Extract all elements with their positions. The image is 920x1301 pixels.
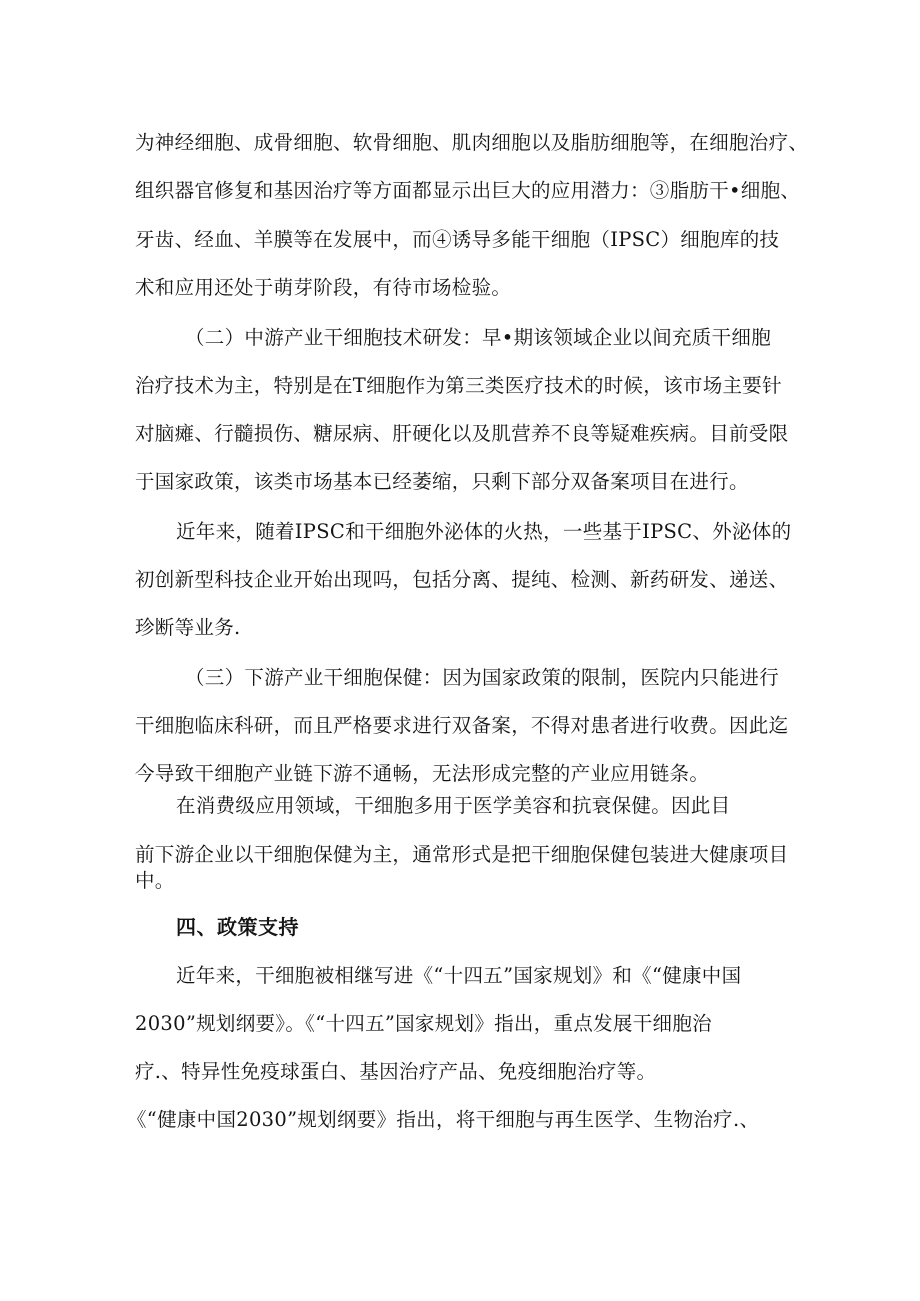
text-line: 在消费级应用领域，干细胞多用于医学美容和抗衰保健。因此目 [176,794,731,817]
text-line: 于国家政策，该类市场基本已经萎缩，只剩下部分双备案项目在进行。 [135,470,749,493]
text-line: 治疗技术为主，特别是在T细胞作为第三类医疗技术的时候，该市场主要针 [135,374,782,397]
text-line: （二）中游产业干细胞技术研发：早•期该领域企业以间充质干细胞 [185,326,772,349]
text-line: 珍断等业务. [135,616,241,639]
section-heading: 四、政策支持 [176,915,299,939]
text-line: 疗.、特异性免疫球蛋白、基因治疗产品、免疫细胞治疗等。 [135,1060,657,1083]
text-line: 为神经细胞、成骨细胞、软骨细胞、肌肉细胞以及脂肪细胞等，在细胞治疗、 [135,131,809,154]
text-line: 《“健康中国2030”规划纲要》指出，将干细胞与再生医学、生物治疗.、 [127,1108,760,1131]
text-line: 干细胞临床科研，而且严格要求进行双备案，不得对患者进行收费。因此迄 [135,714,789,737]
text-line: 对脑瘫、行髓损伤、糖尿病、肝硬化以及肌营养不良等疑难疾病。目前受限 [135,422,789,445]
text-line: 牙齿、经血、羊膜等在发展中，而④诱导多能干细胞（IPSC）细胞库的技 [135,228,780,251]
text-line: 今导致干细胞产业链下游不通畅，无法形成完整的产业应用链条。 [135,762,710,785]
text-line: 近年来，干细胞被相继写进《“十四五”国家规划》和《“健康中国 [176,964,742,987]
text-line: 前下游企业以干细胞保健为主，通常形式是把干细胞保健包装进大健康项目 [135,843,789,866]
text-line: 组织器官修复和基因治疗等方面都显示出巨大的应用潜力：③脂肪干•细胞、 [135,179,801,202]
text-line: 近年来，随着IPSC和干细胞外泌体的火热，一些基于IPSC、外泌体的 [176,520,792,543]
text-line: 初创新型科技企业开始出现吗，包括分离、提纯、检测、新药研发、递送、 [135,568,789,591]
text-line: 中。 [135,869,175,892]
text-line: 2030”规划纲要》。《“十四五”国家规划》指出，重点发展干细胞治 [135,1012,712,1035]
text-line: （三）下游产业干细胞保健：因为国家政策的限制，医院内只能进行 [185,666,780,689]
text-line: 术和应用还处于萌芽阶段，有待市场检验。 [135,276,512,299]
